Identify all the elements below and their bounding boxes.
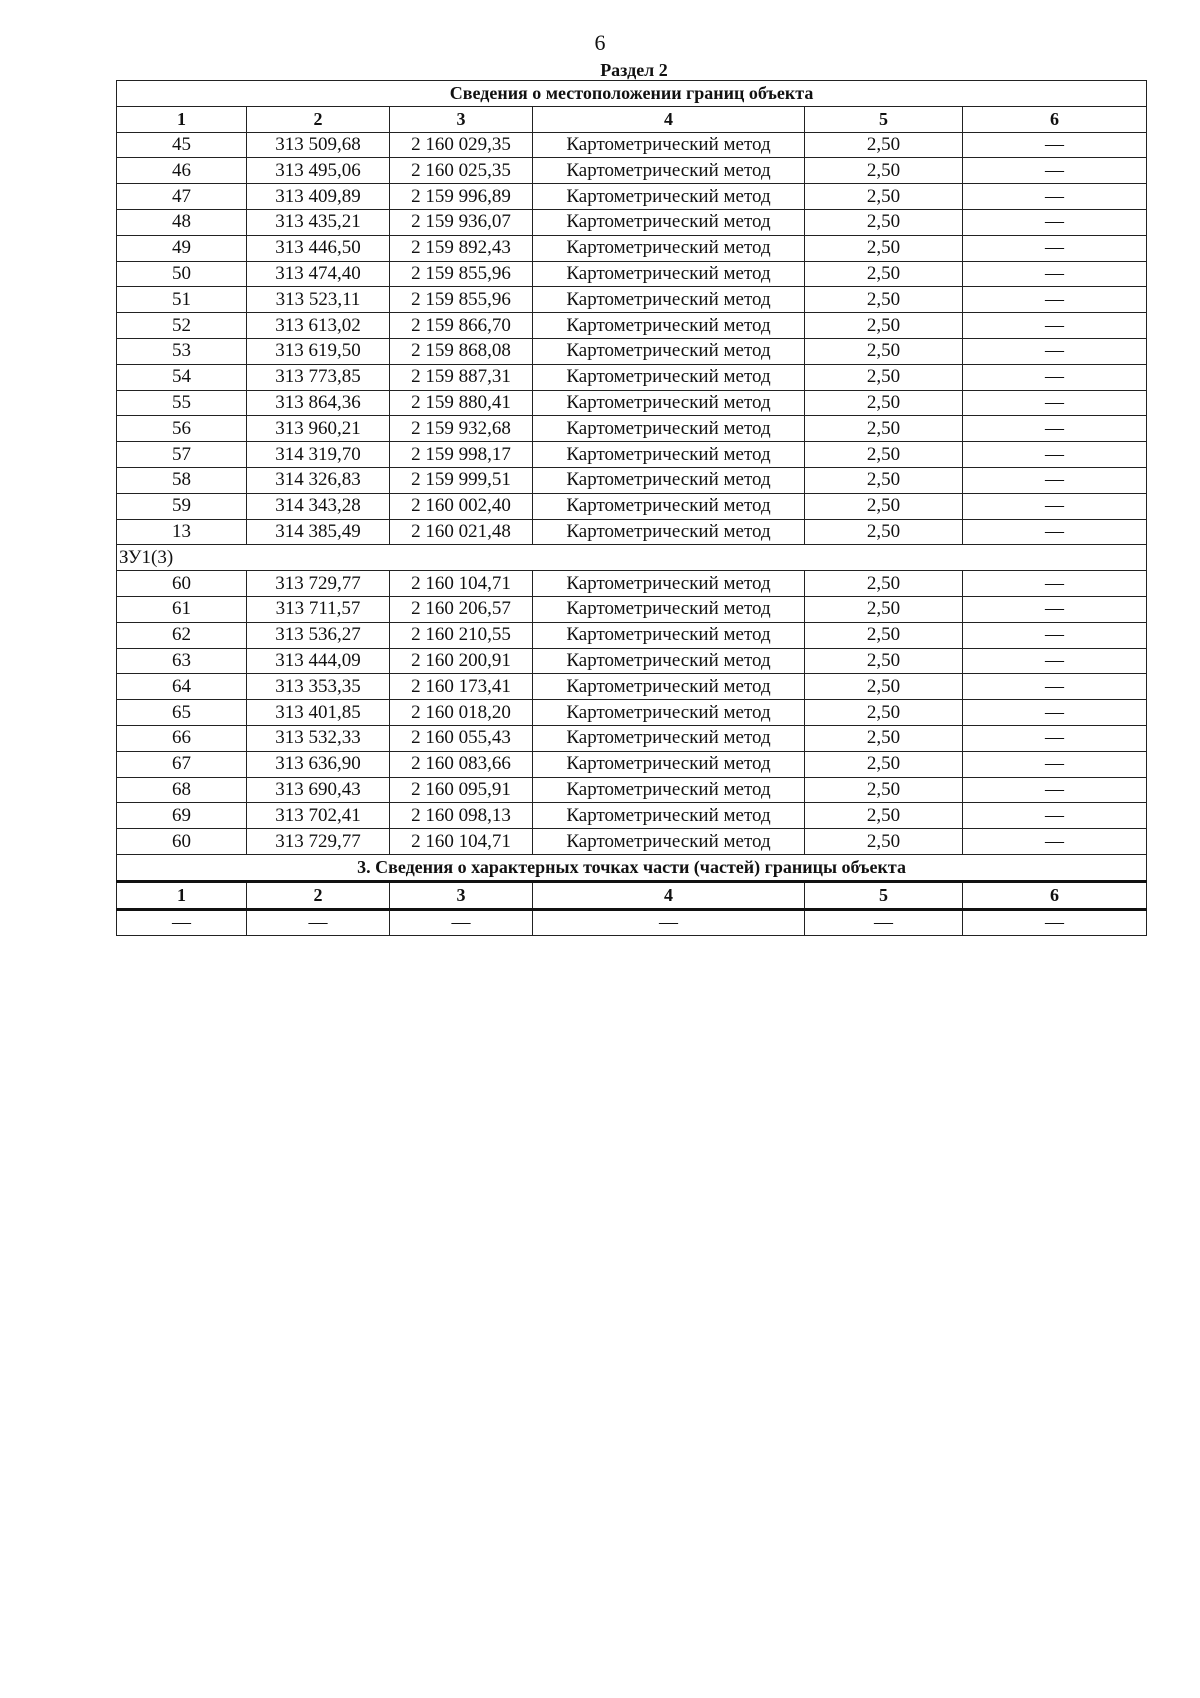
cell-description: —: [963, 132, 1147, 158]
cell-accuracy: 2,50: [805, 648, 963, 674]
cell-x-coordinate: 314 343,28: [247, 493, 390, 519]
table-row: [117, 519, 1147, 545]
cell-y-coordinate: 2 159 866,70: [390, 313, 533, 339]
table-row: [117, 287, 1147, 313]
cell-point-number: 52: [117, 313, 247, 339]
cell-accuracy: 2,50: [805, 571, 963, 597]
cell-method: Картометрический метод: [533, 158, 805, 184]
cell-y-coordinate: 2 159 892,43: [390, 235, 533, 261]
cell-point-number: 51: [117, 287, 247, 313]
cell-method: Картометрический метод: [533, 467, 805, 493]
section3-column-header-2: 2: [247, 881, 390, 909]
table-row: [117, 700, 1147, 726]
section3-column-header-3: 3: [390, 881, 533, 909]
cell-accuracy: 2,50: [805, 338, 963, 364]
cell-x-coordinate: 313 536,27: [247, 622, 390, 648]
cell-method: Картометрический метод: [533, 674, 805, 700]
cell-x-coordinate: 313 729,77: [247, 829, 390, 855]
cell-accuracy: 2,50: [805, 184, 963, 210]
section3-header-row: [117, 881, 1147, 909]
cell-y-coordinate: 2 160 173,41: [390, 674, 533, 700]
cell-accuracy: 2,50: [805, 829, 963, 855]
cell-method: Картометрический метод: [533, 184, 805, 210]
cell-y-coordinate: 2 160 095,91: [390, 777, 533, 803]
cell-x-coordinate: 313 495,06: [247, 158, 390, 184]
cell-method: Картометрический метод: [533, 416, 805, 442]
cell-description: —: [963, 751, 1147, 777]
cell-description: —: [963, 777, 1147, 803]
cell-method: Картометрический метод: [533, 571, 805, 597]
cell-point-number: 63: [117, 648, 247, 674]
cell-description: —: [963, 261, 1147, 287]
cell-description: —: [963, 700, 1147, 726]
cell-y-coordinate: 2 160 104,71: [390, 571, 533, 597]
column-header-6: 6: [963, 106, 1147, 132]
table-row: [117, 261, 1147, 287]
cell-method: Картометрический метод: [533, 596, 805, 622]
cell-method: Картометрический метод: [533, 261, 805, 287]
cell-point-number: 62: [117, 622, 247, 648]
cell-accuracy: 2,50: [805, 132, 963, 158]
cell-y-coordinate: 2 160 055,43: [390, 725, 533, 751]
cell-y-coordinate: 2 160 083,66: [390, 751, 533, 777]
section3-cell-description: —: [963, 909, 1147, 936]
cell-y-coordinate: 2 160 206,57: [390, 596, 533, 622]
cell-accuracy: 2,50: [805, 158, 963, 184]
cell-method: Картометрический метод: [533, 519, 805, 545]
cell-point-number: 46: [117, 158, 247, 184]
group-label: ЗУ1(3): [117, 545, 1147, 571]
cell-description: —: [963, 442, 1147, 468]
section3-cell-x-coordinate: —: [247, 909, 390, 936]
cell-accuracy: 2,50: [805, 493, 963, 519]
table-row: [117, 313, 1147, 339]
section3-row: [117, 909, 1147, 936]
cell-y-coordinate: 2 160 018,20: [390, 700, 533, 726]
cell-point-number: 66: [117, 725, 247, 751]
cell-point-number: 45: [117, 132, 247, 158]
cell-y-coordinate: 2 159 998,17: [390, 442, 533, 468]
cell-y-coordinate: 2 160 210,55: [390, 622, 533, 648]
column-header-5: 5: [805, 106, 963, 132]
table-row: [117, 622, 1147, 648]
cell-y-coordinate: 2 159 880,41: [390, 390, 533, 416]
cell-y-coordinate: 2 159 996,89: [390, 184, 533, 210]
table-row: [117, 725, 1147, 751]
cell-x-coordinate: 313 711,57: [247, 596, 390, 622]
cell-description: —: [963, 313, 1147, 339]
cell-y-coordinate: 2 160 200,91: [390, 648, 533, 674]
cell-method: Картометрический метод: [533, 132, 805, 158]
cell-method: Картометрический метод: [533, 209, 805, 235]
cell-description: —: [963, 390, 1147, 416]
table-row: [117, 674, 1147, 700]
cell-x-coordinate: 313 619,50: [247, 338, 390, 364]
cell-y-coordinate: 2 159 887,31: [390, 364, 533, 390]
cell-x-coordinate: 313 474,40: [247, 261, 390, 287]
cell-description: —: [963, 158, 1147, 184]
cell-accuracy: 2,50: [805, 235, 963, 261]
cell-description: —: [963, 416, 1147, 442]
section3-column-header-6: 6: [963, 881, 1147, 909]
cell-y-coordinate: 2 160 002,40: [390, 493, 533, 519]
cell-description: —: [963, 596, 1147, 622]
cell-point-number: 57: [117, 442, 247, 468]
cell-x-coordinate: 313 353,35: [247, 674, 390, 700]
cell-description: —: [963, 467, 1147, 493]
cell-y-coordinate: 2 160 098,13: [390, 803, 533, 829]
cell-description: —: [963, 519, 1147, 545]
cell-description: —: [963, 725, 1147, 751]
cell-description: —: [963, 648, 1147, 674]
cell-x-coordinate: 313 773,85: [247, 364, 390, 390]
cell-description: —: [963, 338, 1147, 364]
table-row: [117, 338, 1147, 364]
table-caption: Сведения о местоположении границ объекта: [117, 81, 1147, 107]
cell-method: Картометрический метод: [533, 803, 805, 829]
cell-y-coordinate: 2 159 855,96: [390, 287, 533, 313]
table-row: [117, 829, 1147, 855]
cell-point-number: 60: [117, 571, 247, 597]
cell-x-coordinate: 313 613,02: [247, 313, 390, 339]
section3-cell-point-number: —: [117, 909, 247, 936]
cell-accuracy: 2,50: [805, 209, 963, 235]
cell-y-coordinate: 2 160 029,35: [390, 132, 533, 158]
cell-description: —: [963, 571, 1147, 597]
cell-y-coordinate: 2 159 868,08: [390, 338, 533, 364]
cell-y-coordinate: 2 159 999,51: [390, 467, 533, 493]
cell-y-coordinate: 2 159 936,07: [390, 209, 533, 235]
column-header-4: 4: [533, 106, 805, 132]
section3-caption-row: [117, 854, 1147, 881]
table-row: [117, 803, 1147, 829]
column-header-1: 1: [117, 106, 247, 132]
cell-point-number: 53: [117, 338, 247, 364]
section3-column-header-4: 4: [533, 881, 805, 909]
section3-cell-y-coordinate: —: [390, 909, 533, 936]
cell-method: Картометрический метод: [533, 751, 805, 777]
cell-point-number: 58: [117, 467, 247, 493]
cell-point-number: 61: [117, 596, 247, 622]
cell-accuracy: 2,50: [805, 751, 963, 777]
table-caption-row: [117, 81, 1147, 107]
cell-point-number: 59: [117, 493, 247, 519]
cell-description: —: [963, 184, 1147, 210]
section3-column-header-5: 5: [805, 881, 963, 909]
cell-x-coordinate: 313 444,09: [247, 648, 390, 674]
cell-accuracy: 2,50: [805, 725, 963, 751]
cell-point-number: 69: [117, 803, 247, 829]
cell-description: —: [963, 493, 1147, 519]
table-row: [117, 184, 1147, 210]
cell-method: Картометрический метод: [533, 364, 805, 390]
table-row: [117, 751, 1147, 777]
cell-method: Картометрический метод: [533, 287, 805, 313]
cell-method: Картометрический метод: [533, 390, 805, 416]
cell-description: —: [963, 674, 1147, 700]
cell-x-coordinate: 313 864,36: [247, 390, 390, 416]
cell-description: —: [963, 829, 1147, 855]
cell-accuracy: 2,50: [805, 313, 963, 339]
cell-x-coordinate: 313 729,77: [247, 571, 390, 597]
cell-y-coordinate: 2 159 855,96: [390, 261, 533, 287]
cell-accuracy: 2,50: [805, 416, 963, 442]
cell-method: Картометрический метод: [533, 622, 805, 648]
cell-accuracy: 2,50: [805, 700, 963, 726]
cell-accuracy: 2,50: [805, 442, 963, 468]
cell-y-coordinate: 2 160 021,48: [390, 519, 533, 545]
cell-x-coordinate: 313 960,21: [247, 416, 390, 442]
cell-x-coordinate: 313 523,11: [247, 287, 390, 313]
table-row: [117, 493, 1147, 519]
cell-accuracy: 2,50: [805, 467, 963, 493]
cell-point-number: 54: [117, 364, 247, 390]
cell-point-number: 56: [117, 416, 247, 442]
cell-x-coordinate: 313 532,33: [247, 725, 390, 751]
table-row: [117, 571, 1147, 597]
cell-accuracy: 2,50: [805, 622, 963, 648]
table-row: [117, 648, 1147, 674]
section3-caption: 3. Сведения о характерных точках части (частей) границы объекта: [117, 854, 1147, 881]
group-row: [117, 545, 1147, 571]
cell-x-coordinate: 313 636,90: [247, 751, 390, 777]
cell-accuracy: 2,50: [805, 777, 963, 803]
cell-accuracy: 2,50: [805, 261, 963, 287]
cell-point-number: 65: [117, 700, 247, 726]
cell-accuracy: 2,50: [805, 390, 963, 416]
cell-method: Картометрический метод: [533, 493, 805, 519]
cell-x-coordinate: 313 446,50: [247, 235, 390, 261]
cell-x-coordinate: 313 435,21: [247, 209, 390, 235]
cell-method: Картометрический метод: [533, 648, 805, 674]
table-row: [117, 467, 1147, 493]
cell-description: —: [963, 209, 1147, 235]
section3-cell-method: —: [533, 909, 805, 936]
cell-x-coordinate: 313 409,89: [247, 184, 390, 210]
cell-description: —: [963, 364, 1147, 390]
cell-x-coordinate: 313 690,43: [247, 777, 390, 803]
table-row: [117, 364, 1147, 390]
cell-point-number: 60: [117, 829, 247, 855]
cell-accuracy: 2,50: [805, 287, 963, 313]
cell-method: Картометрический метод: [533, 777, 805, 803]
cell-description: —: [963, 622, 1147, 648]
section-title: Раздел 2: [600, 60, 668, 80]
cell-description: —: [963, 287, 1147, 313]
cell-y-coordinate: 2 160 025,35: [390, 158, 533, 184]
section3-cell-accuracy: —: [805, 909, 963, 936]
cell-method: Картометрический метод: [533, 338, 805, 364]
cell-x-coordinate: 313 702,41: [247, 803, 390, 829]
table-row: [117, 416, 1147, 442]
boundary-table: [116, 80, 1147, 936]
column-header-3: 3: [390, 106, 533, 132]
cell-point-number: 67: [117, 751, 247, 777]
table-row: [117, 390, 1147, 416]
cell-accuracy: 2,50: [805, 803, 963, 829]
cell-method: Картометрический метод: [533, 313, 805, 339]
table-row: [117, 442, 1147, 468]
cell-point-number: 50: [117, 261, 247, 287]
cell-method: Картометрический метод: [533, 700, 805, 726]
table-row: [117, 158, 1147, 184]
cell-x-coordinate: 313 401,85: [247, 700, 390, 726]
column-header-2: 2: [247, 106, 390, 132]
cell-method: Картометрический метод: [533, 725, 805, 751]
cell-point-number: 68: [117, 777, 247, 803]
cell-y-coordinate: 2 159 932,68: [390, 416, 533, 442]
cell-description: —: [963, 235, 1147, 261]
cell-x-coordinate: 314 385,49: [247, 519, 390, 545]
cell-point-number: 47: [117, 184, 247, 210]
cell-x-coordinate: 314 319,70: [247, 442, 390, 468]
cell-point-number: 64: [117, 674, 247, 700]
cell-method: Картометрический метод: [533, 442, 805, 468]
table-row: [117, 235, 1147, 261]
section3-column-header-1: 1: [117, 881, 247, 909]
column-header-row: [117, 106, 1147, 132]
cell-y-coordinate: 2 160 104,71: [390, 829, 533, 855]
cell-method: Картометрический метод: [533, 829, 805, 855]
cell-accuracy: 2,50: [805, 364, 963, 390]
table-row: [117, 596, 1147, 622]
cell-method: Картометрический метод: [533, 235, 805, 261]
table-row: [117, 132, 1147, 158]
cell-x-coordinate: 313 509,68: [247, 132, 390, 158]
cell-accuracy: 2,50: [805, 596, 963, 622]
cell-point-number: 55: [117, 390, 247, 416]
cell-point-number: 48: [117, 209, 247, 235]
table-row: [117, 209, 1147, 235]
cell-accuracy: 2,50: [805, 674, 963, 700]
cell-point-number: 13: [117, 519, 247, 545]
cell-accuracy: 2,50: [805, 519, 963, 545]
table-row: [117, 777, 1147, 803]
cell-description: —: [963, 803, 1147, 829]
cell-point-number: 49: [117, 235, 247, 261]
cell-x-coordinate: 314 326,83: [247, 467, 390, 493]
page-number: 6: [594, 30, 606, 55]
